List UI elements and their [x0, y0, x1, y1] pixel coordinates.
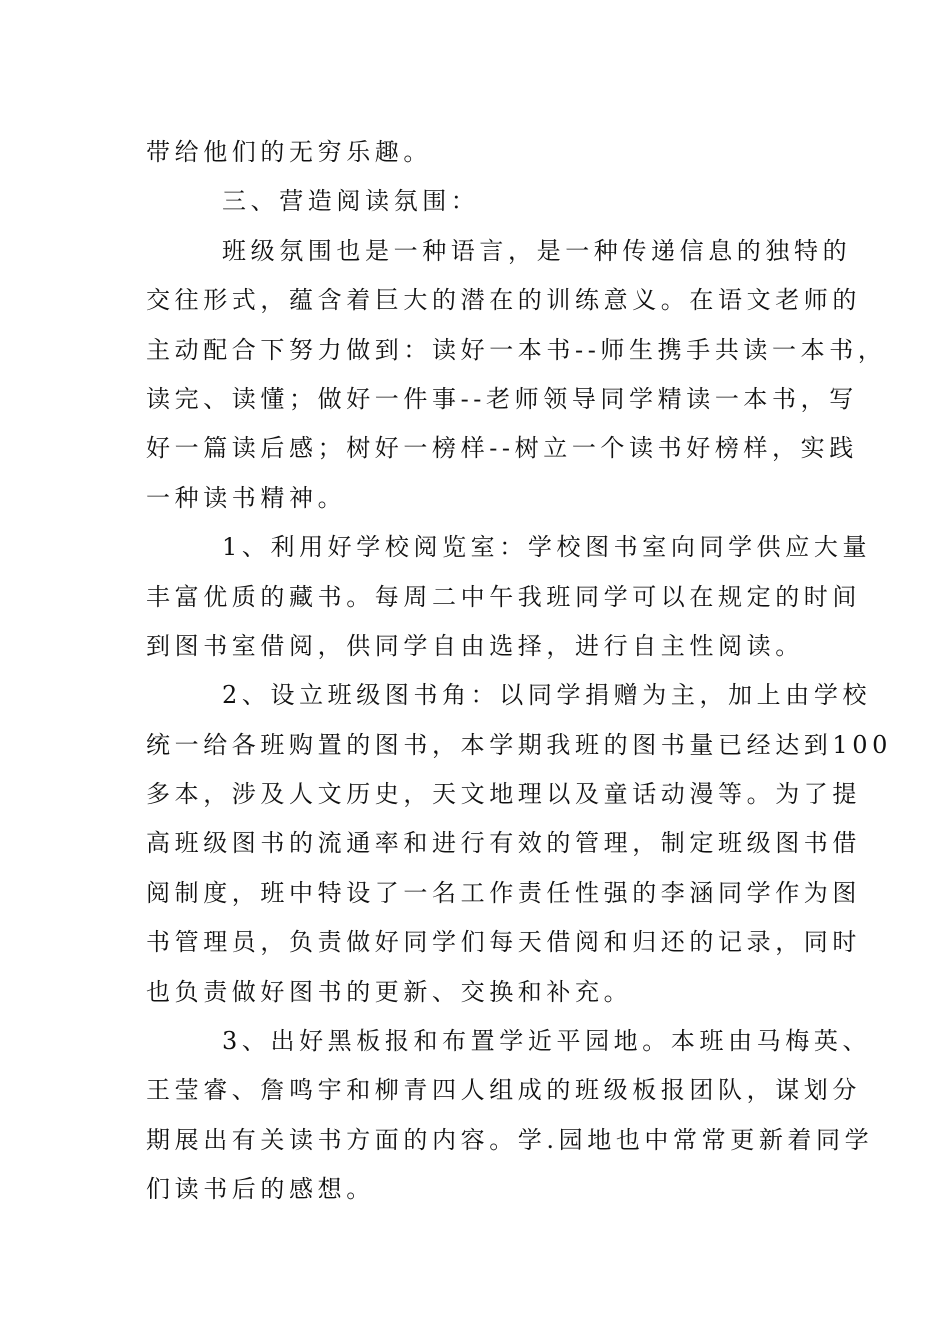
text-line: 一种读书精神。 — [146, 483, 347, 512]
text-line: 交往形式，蕴含着巨大的潜在的训练意义。在语文老师的 — [146, 286, 861, 315]
text-line: 书管理员，负责做好同学们每天借阅和归还的记录，同时 — [146, 928, 861, 957]
text-line: 到图书室借阅，供同学自由选择，进行自主性阅读。 — [146, 631, 804, 660]
text-line: 也负责做好图书的更新、交换和补充。 — [146, 977, 633, 1006]
text-line: 高班级图书的流通率和进行有效的管理，制定班级图书借 — [146, 829, 861, 858]
text-line: 好一篇读后感；树好一榜样--树立一个读书好榜样，实践 — [146, 434, 858, 463]
text-line: 读完、读懂；做好一件事--老师领导同学精读一本书，写 — [146, 384, 858, 413]
text-line: 主动配合下努力做到：读好一本书--师生携手共读一本书， — [146, 335, 887, 364]
text-line: 三、营造阅读氛围： — [222, 187, 480, 216]
text-line: 统一给各班购置的图书，本学期我班的图书量已经达到100 — [146, 730, 893, 759]
text-line: 丰富优质的藏书。每周二中午我班同学可以在规定的时间 — [146, 582, 861, 611]
text-line: 多本，涉及人文历史，天文地理以及童话动漫等。为了提 — [146, 780, 861, 809]
text-line: 3、出好黑板报和布置学近平园地。本班由马梅英、 — [222, 1027, 872, 1056]
text-line: 王莹睿、詹鸣宇和柳青四人组成的班级板报团队，谋划分 — [146, 1076, 861, 1105]
text-line: 2、设立班级图书角：以同学捐赠为主，加上由学校 — [222, 681, 872, 710]
text-line: 班级氛围也是一种语言，是一种传递信息的独特的 — [222, 236, 852, 265]
text-line: 带给他们的无穷乐趣。 — [146, 138, 432, 166]
document-page — [146, 128, 893, 1215]
document-body — [146, 128, 893, 1215]
text-line: 1、利用好学校阅览室：学校图书室向同学供应大量 — [222, 533, 872, 562]
text-line: 阅制度，班中特设了一名工作责任性强的李涵同学作为图 — [146, 878, 861, 907]
text-line: 期展出有关读书方面的内容。学.园地也中常常更新着同学 — [146, 1125, 874, 1154]
text-line: 们读书后的感想。 — [146, 1175, 375, 1204]
